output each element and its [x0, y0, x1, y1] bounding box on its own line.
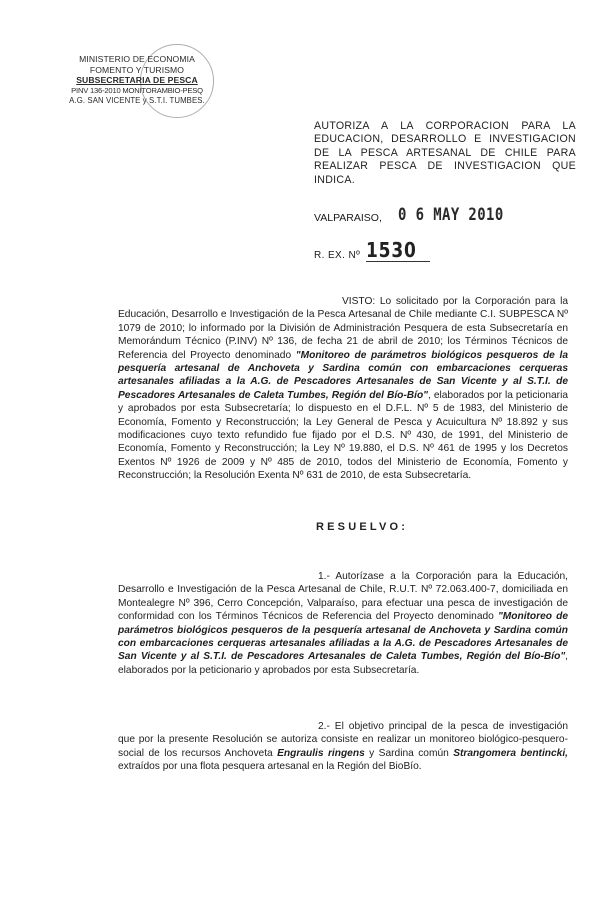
visto-tail: , elaborados por la peticionaria y aprobados por esta Subsecretaría; lo dispuesto en el D.F.L. Nº 5 de 1983, del Ministerio de Economía, Fomento y Reconstrucción; la Ley General de Pesca y Acuicultura Nº 18.892 y sus modificaciones cuyo texto refundido fue fijado por el D.S. Nº 430, de 1991, del Ministerio de Economía, Fomento y Reconstrucción; la Ley Nº 19.880, el D.S. Nº 461 de 1995 y los Decretos Exentos Nº 1926 de 2009 y Nº 485 de 2010, todos del Ministerio de Economía, Fomento y Reconstrucción; la Resolución Exenta Nº 631 de 2010, de esta Subsecretaría. — [118, 389, 568, 482]
resolution-number-value: 1530 — [366, 238, 417, 262]
stamp-line-ag: A.G. SAN VICENTE y S.T.I. TUMBES. — [69, 96, 205, 105]
point2-lead: 2.- El objetivo principal de la pesca de investigación que por la presente Resolución se autoriza consiste en realizar un monitoreo biológico-pesquero-social de los recursos Anchoveta — [118, 721, 568, 759]
point2-mid: y Sardina común — [364, 747, 454, 759]
city-label: VALPARAISO, — [314, 212, 382, 224]
resuelvo-heading: RESUELVO: — [316, 521, 409, 533]
resolution-number-label: R. EX. Nº — [314, 250, 361, 261]
stamped-date: 0 6 MAY 2010 — [398, 205, 504, 225]
visto-lead: VISTO: Lo solicitado por la Corporación para la Educación, Desarrollo e Investigación de la Pesca Artesanal de Chile mediante C.I. SUBPESCA Nº 1079 de 2010; lo informado por la División de Administración Pesquera de esta Subsecretaría en Memorándum Técnico (P.INV) Nº 136, de fecha 21 de abril de 2010; los Términos Técnicos de Referencia del Proyecto denominado — [118, 296, 568, 361]
resolution-point-1 — [118, 570, 568, 677]
dateline — [314, 205, 584, 227]
stamp-line-subsecretaria: SUBSECRETARIA DE PESCA — [76, 75, 198, 85]
resolution-subject: AUTORIZA A LA CORPORACION PARA LA EDUCACION, DESARROLLO E INVESTIGACION DE LA PESCA ARTESANAL DE CHILE PARA REALIZAR PESCA DE INVESTIGACION QUE INDICA. — [314, 120, 576, 186]
species-engraulis: Engraulis ringens — [277, 747, 365, 759]
stamp-line-pinv: PINV 136-2010 MONITORAMBIO-PESQ — [71, 85, 203, 95]
resolution-number-underline — [366, 261, 430, 262]
resolution-number — [314, 238, 584, 262]
point1-lead: 1.- Autorízase a la Corporación para la Educación, Desarrollo e Investigación de la Pesca Artesanal de Chile, R.U.T. Nº 72.063.400-7, domiciliada en Montealegre Nº 396, Cerro Concepción, Valparaíso, para efectuar una pesca de investigación de conformidad con los Términos Técnicos de Referencia del Proyecto denominado — [118, 571, 568, 623]
resolution-point-2 — [118, 720, 568, 774]
visto-paragraph — [118, 295, 568, 483]
point2-tail: extraídos por una flota pesquera artesanal en la Región del BioBío. — [118, 761, 422, 773]
species-strangomera: Strangomera bentincki, — [453, 747, 568, 759]
ministry-stamp — [52, 54, 222, 112]
point1-tail: , elaborados por la peticionario y aprobados por esta Subsecretaría. — [118, 651, 568, 676]
visto-project-title: "Monitoreo de parámetros biológicos pesqueros de la pesquería artesanal de Anchoveta y Sardina común con embarcaciones cerqueras artesanales afiliadas a la A.G. de Pescadores Artesanales de San Vicente y al S.T.I. de Pescadores Artesanales de Caleta Tumbes, Región del Bío-Bío" — [118, 349, 569, 401]
stamp-line-ministry: MINISTERIO DE ECONOMIA — [79, 54, 195, 64]
stamp-line-fomento: FOMENTO Y TURISMO — [89, 64, 185, 75]
point1-project-title: "Monitoreo de parámetros biológicos pesqueros de la pesquería artesanal de Anchoveta y Sardina común con embarcaciones cerqueras artesanales afiliadas a la A.G. de Pescadores Artesanales de San Vicente y al S.T.I. de Pescadores Artesanales de Caleta Tumbes, Región del Bío-Bío" — [118, 611, 568, 663]
